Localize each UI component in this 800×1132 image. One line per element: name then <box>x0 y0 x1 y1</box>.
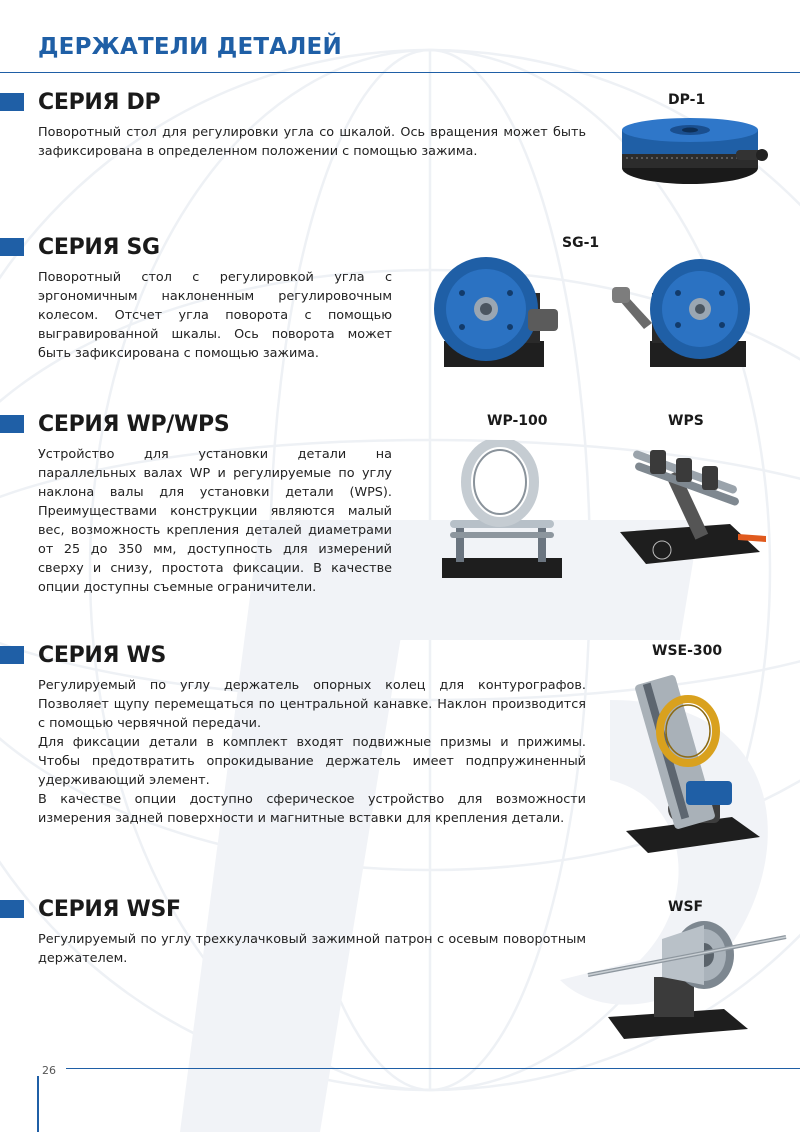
section-description <box>38 676 586 828</box>
product-label-sg-1: SG-1 <box>562 235 600 251</box>
section-title: СЕРИЯ SG <box>38 235 160 260</box>
paragraph: Устройство для установки детали на параллельных валах WP и регулируемые по углу наклона валы для установки детали (WPS). Преимуществами конструкции являются малый вес, возможность крепления деталей диаметрами от 25 до 350 мм, доступность для измерений сверху и снизу, простота фиксации. В качестве опции доступны съемные ограничители. <box>38 447 392 595</box>
footer-horizontal-rule <box>66 1068 800 1069</box>
product-label-wps: WPS <box>668 413 704 429</box>
tilting-table-image <box>432 253 752 371</box>
section-description <box>38 123 586 161</box>
page-title: ДЕРЖАТЕЛИ ДЕТАЛЕЙ <box>38 34 342 60</box>
section-title: СЕРИЯ WP/WPS <box>38 412 230 437</box>
section-title: СЕРИЯ WSF <box>38 897 181 922</box>
section-marker <box>0 900 24 918</box>
section-title: СЕРИЯ WS <box>38 643 167 668</box>
section-marker <box>0 238 24 256</box>
product-label-wp-100: WP-100 <box>487 413 548 429</box>
section-description <box>38 268 392 363</box>
title-rule <box>0 72 800 73</box>
ring-holder-image <box>620 663 770 859</box>
footer-vertical-rule <box>37 1076 39 1132</box>
paragraph: Регулируемый по углу держатель опорных колец для контурографов. Позволяет щупу перемещаться по центральной канавке. Наклон производится с помощью червячной передачи. <box>38 678 586 731</box>
paragraph: В качестве опции доступно сферическое устройство для возможности измерения задней поверхности и магнитные вставки для крепления детали. <box>38 792 586 826</box>
product-label-dp-1: DP-1 <box>668 92 706 108</box>
parallel-shaft-holder-image <box>438 440 568 582</box>
section-marker <box>0 93 24 111</box>
section-title: СЕРИЯ DP <box>38 90 161 115</box>
section-description <box>38 930 586 968</box>
three-jaw-chuck-image <box>584 917 790 1043</box>
product-label-wsf: WSF <box>668 899 704 915</box>
paragraph: Поворотный стол с регулировкой угла с эргономичным наклоненным регулировочным колесом. Отсчет угла поворота с помощью выгравированной шкалы. Ось поворота может быть зафиксирована с помощью зажима. <box>38 270 392 361</box>
tilting-shaft-holder-image <box>610 440 780 582</box>
section-description <box>38 445 392 597</box>
rotary-table-image <box>618 110 768 190</box>
paragraph: Регулируемый по углу трехкулачковый зажимной патрон с осевым поворотным держателем. <box>38 932 586 966</box>
section-marker <box>0 646 24 664</box>
section-marker <box>0 415 24 433</box>
paragraph: Поворотный стол для регулировки угла со шкалой. Ось вращения может быть зафиксирована в определенном положении с помощью зажима. <box>38 125 586 159</box>
page-number: 26 <box>42 1064 56 1077</box>
product-label-wse-300: WSE-300 <box>652 643 723 659</box>
paragraph: Для фиксации детали в комплект входят подвижные призмы и прижимы. Чтобы предотвратить опрокидывание держатель имеет подпружиненный удерживающий элемент. <box>38 735 586 788</box>
